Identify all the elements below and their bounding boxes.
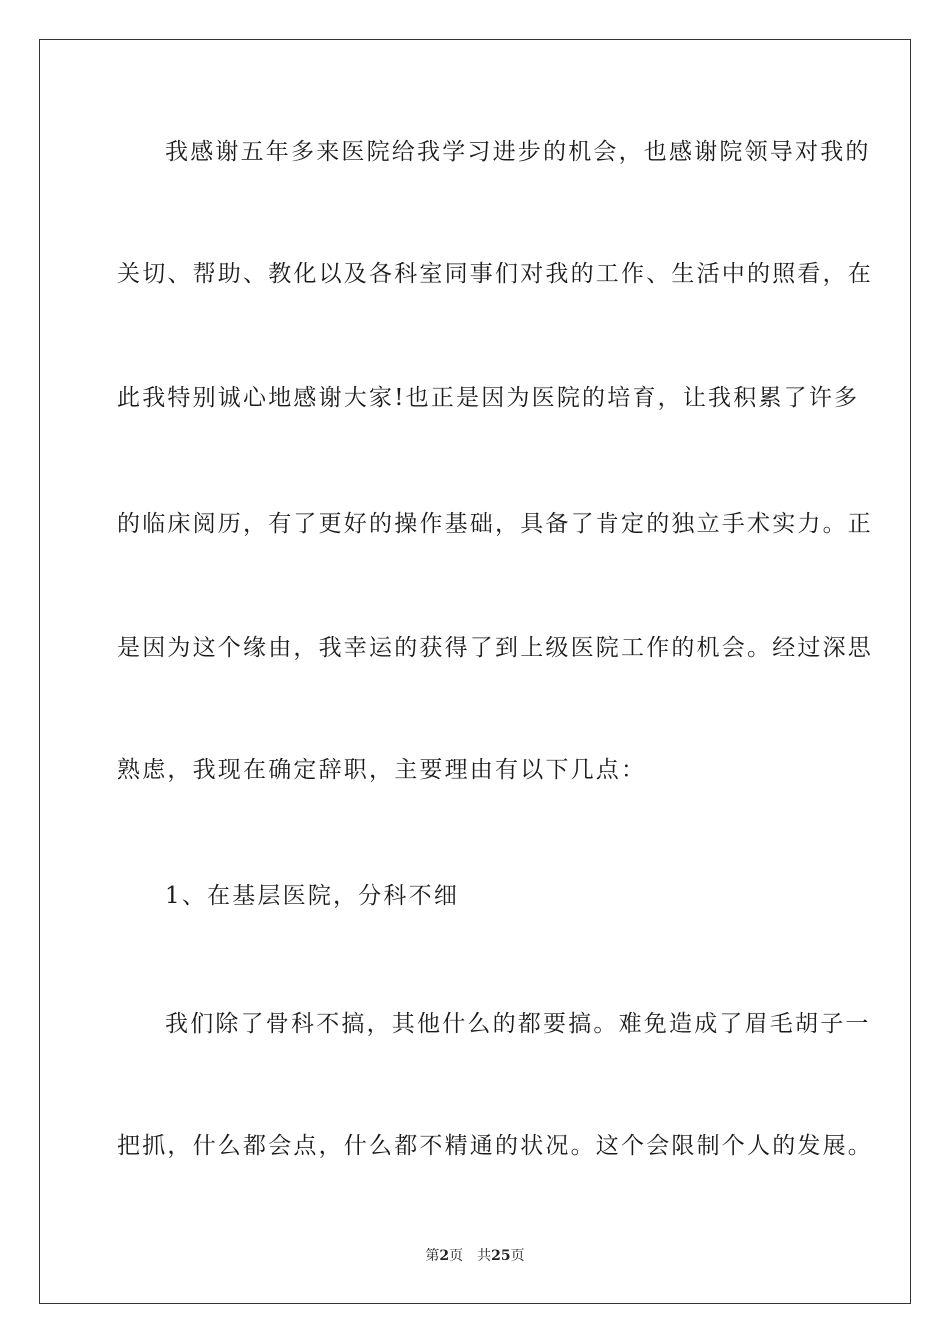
footer-total-suffix: 页 (510, 1248, 525, 1264)
footer-total-prefix: 共 (477, 1248, 492, 1264)
body-line-3: 此我特别诚心地感谢大家!也正是因为医院的培育，让我积累了许多 (117, 385, 860, 411)
body-line-2: 关切、帮助、教化以及各科室同事们对我的工作、生活中的照看，在 (117, 261, 873, 287)
footer-page-prefix: 第 (425, 1248, 440, 1264)
page-footer (0, 1247, 950, 1265)
body-line-6: 熟虑，我现在确定辞职，主要理由有以下几点： (117, 757, 647, 783)
body-line-4: 的临床阅历，有了更好的操作基础，具备了肯定的独立手术实力。正 (117, 511, 873, 537)
body-line-7: 我们除了骨科不搞，其他什么的都要搞。难免造成了眉毛胡子一 (165, 1011, 871, 1037)
list-heading-1: 1、在基层医院，分科不细 (165, 883, 460, 909)
body-line-1: 我感谢五年多来医院给我学习进步的机会，也感谢院领导对我的 (165, 139, 871, 165)
footer-total-number: 25 (491, 1248, 511, 1264)
footer-page-number: 2 (439, 1248, 450, 1264)
body-line-5: 是因为这个缘由，我幸运的获得了到上级医院工作的机会。经过深思 (117, 635, 873, 661)
body-line-8: 把抓，什么都会点，什么都不精通的状况。这个会限制个人的发展。 (117, 1133, 873, 1159)
footer-page-suffix: 页 (449, 1248, 464, 1264)
page-border (39, 39, 911, 1304)
